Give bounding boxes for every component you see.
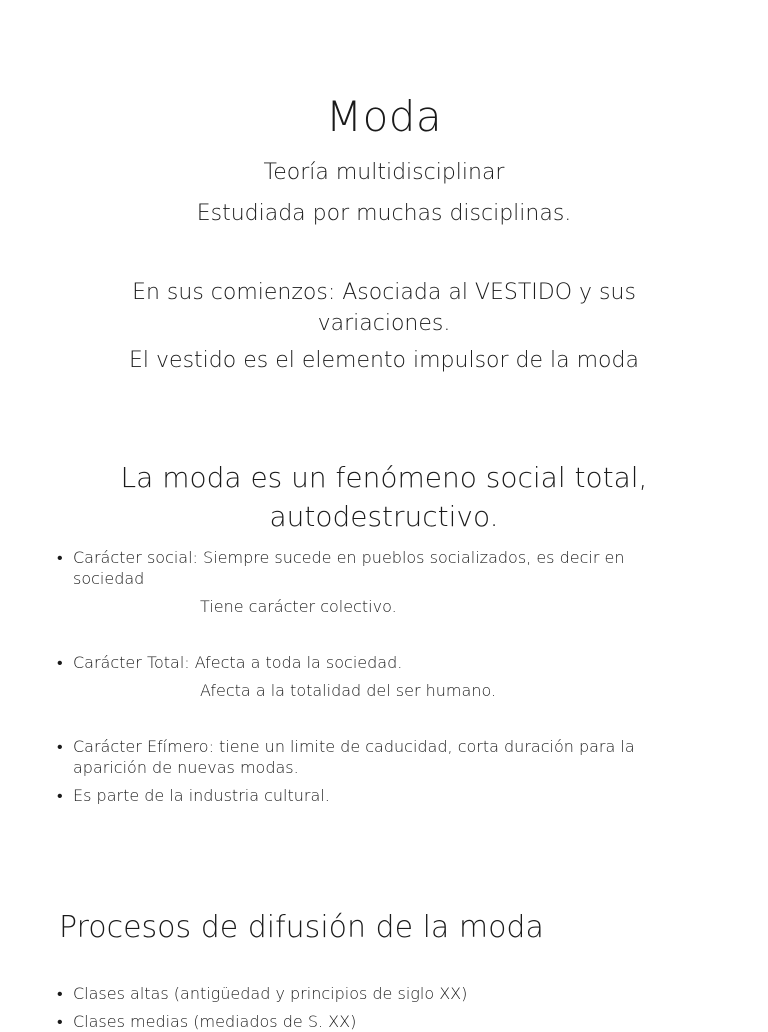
bullet-icon: •	[57, 786, 63, 805]
bullet-text: Clases altas (antigüedad y principios de siglo XX)	[73, 984, 468, 1003]
slide-title: Moda	[325, 92, 443, 141]
bullet-text-continued: aparición de nuevas modas.	[73, 758, 299, 777]
bullet-icon: •	[57, 653, 63, 672]
bullet-icon: •	[57, 548, 63, 567]
bullet-icon: •	[57, 984, 63, 1003]
bullet-icon: •	[57, 1012, 63, 1031]
slide-heading: La moda es un fenómeno social total,	[120, 461, 648, 494]
bullet-text: Es parte de la industria cultural.	[73, 786, 330, 805]
bullet-subtext: Tiene carácter colectivo.	[200, 597, 397, 616]
slide-text-line: Estudiada por muchas disciplinas.	[196, 201, 572, 226]
bullet-text-continued: sociedad	[73, 569, 145, 588]
bullet-subtext: Afecta a la totalidad del ser humano.	[200, 681, 497, 700]
slide-text-line: En sus comienzos: Asociada al VESTIDO y sus	[132, 280, 636, 305]
slide-text-line: El vestido es el elemento impulsor de la moda	[129, 348, 639, 373]
bullet-text: Carácter Efímero: tiene un limite de caducidad, corta duración para la	[73, 737, 635, 756]
slide-text-line: Teoría multidisciplinar	[263, 160, 505, 185]
bullet-icon: •	[57, 737, 63, 756]
slide-text-line: variaciones.	[317, 311, 451, 336]
bullet-text: Carácter Total: Afecta a toda la sociedad.	[73, 653, 403, 672]
bullet-text: Clases medias (mediados de S. XX)	[73, 1012, 357, 1031]
bullet-text: Carácter social: Siempre sucede en pueblos socializados, es decir en	[73, 548, 625, 567]
slide-heading: autodestructivo.	[269, 500, 499, 533]
slide-heading: Procesos de difusión de la moda	[59, 910, 544, 945]
